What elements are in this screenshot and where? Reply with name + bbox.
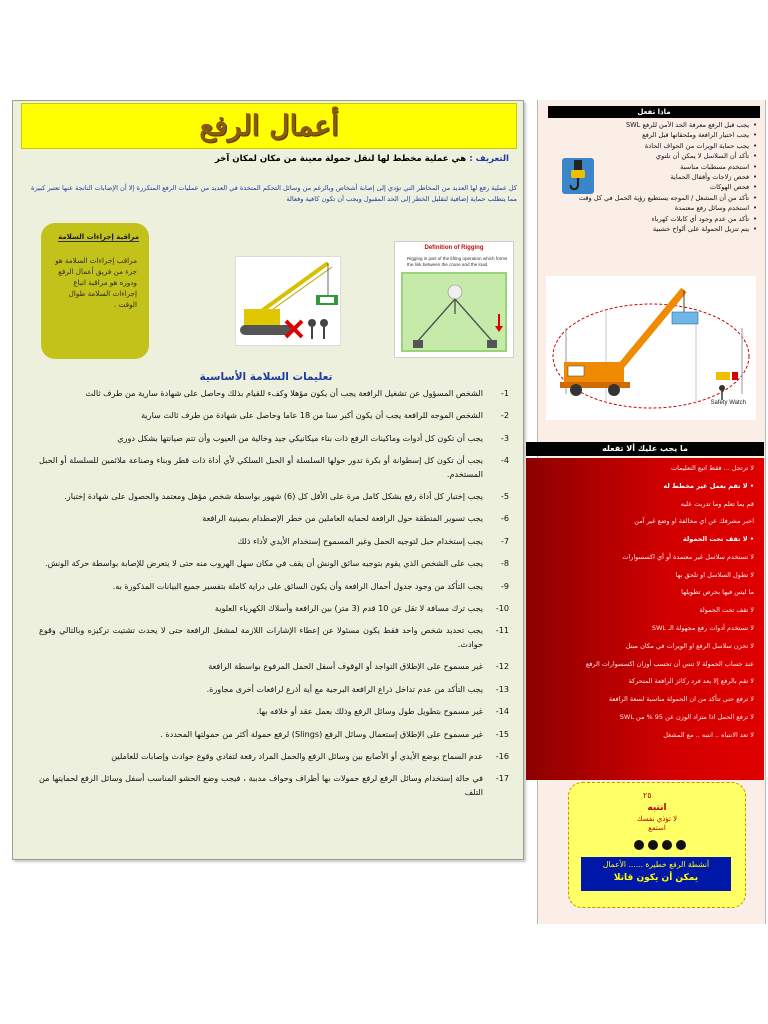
rule-text: يجب التأكد من عدم تداخل ذراع الرافعة البرجية مع أية أذرع لرافعات أخرى مجاورة. [206,683,483,694]
rule-number: 4- [500,455,509,466]
safety-monitor-body: مراقب إجراءات السلامة هو جزء من فريق أعمال الرفع ودوره هو مراقبة اتباع إجراءات السلامة طوال الوقت . [55,256,137,309]
rule-text: يجب على الشخص الذي يقوم بتوجيه سائق الونش أن يقف في مكان سهل الهروب منه حتى لا يتعرض للإصابة بواسطة حركة الونش. [45,558,483,569]
dont-item: قم بما تعلم وما تدربت عليه [680,499,754,508]
rule-item [39,432,509,445]
do-list-header: ماذا تفعل [548,106,760,118]
page-title: أعمال الرفع [199,109,339,142]
safety-rules-list [39,387,509,808]
rule-text: يجب إختبار كل أداة رفع بشكل كامل مرة على الأقل كل (6) شهور بواسطة شخص مؤهل ومعتمد والحصول على شهادة إختبار. [64,491,483,502]
rule-text: غير مسموح بتطويل طول وسائل الرفع وذلك بعمل عقد أو خلافه بها. [256,706,483,717]
rule-text: يجب ترك مسافة لا تقل عن 10 قدم (3 متر) بين الرافعة وأسلاك الكهرباء العلوية [214,603,483,614]
rule-item [39,750,509,763]
rigging-figure-subtitle: Rigging is part of the lifting operation which forms the link between the crane and the load [407,256,508,267]
crane-hook-icon [562,158,594,194]
do-item: • استخدم مسطبات مناسبة [547,162,757,172]
rigging-definition-figure [394,241,514,358]
rule-item [39,512,509,525]
mobile-crane-site-diagram [546,276,756,420]
rule-item [39,602,509,615]
rule-text: يجب تحديد شخص واحد فقط يكون مسئولا عن إعطاء الإشارات اللازمة لمشغل الرافعة حتى لا يحدث تشتيت تركيزه وبالتالي وقوع حوادث. [39,625,483,649]
dont-item: لا ترتجل ... فقط اتبع التعليمات [670,464,754,472]
rule-number: 2- [500,410,509,421]
rule-item [39,557,509,570]
intro-paragraph: كل عملية رفع لها العديد من المخاطر التي تؤدي إلى إصابة أشخاص وبالرغم من وسائل التحكم المتخذة في العديد من عمليات الرفع المتكررة إلا أن الإصابات الناتجة عنها تعتبر كبيرة مما يتطلب حماية إضافية لتقليل الخطر إلى الحد المقبول ويجب أن تكون كافية وفعالة [31,184,517,203]
warning-line-1: أنشطة الرفع خطيرة ...... الأعمال [602,860,710,869]
rule-item [39,409,509,422]
rule-text: يجب تسوير المنطقة حول الرافعة لحماية العاملين من خطر الإصطدام بصينية الرافعة [202,513,483,524]
do-item: • يتم تنزيل الحمولة على ألواح خشبية [547,224,757,234]
main-panel [12,100,524,860]
right-column [537,100,766,924]
rule-number: 3- [500,432,509,443]
dont-item: • لا تقف تحت الحمولة [534,535,754,545]
rule-text: الشخص المسؤول عن تشغيل الرافعة يجب أن يكون مؤهلا وكفء للقيام بذلك وحاصل على شهادة سارية من طرف ثالث [85,388,483,398]
do-item: • يجب اختيار الرافعة وملحقاتها قبل الرفع [547,130,757,140]
rule-number: 11- [495,625,509,636]
do-item: • يجب قبل الرفع معرفة الحد الآمن للرفع SWL [547,120,757,130]
dont-list [526,458,764,740]
definition-line [39,153,509,166]
do-item: • فحص الهوكات [547,182,757,192]
rule-number: 9- [500,580,509,591]
rule-number: 13- [495,683,509,694]
warning-banner [581,857,731,891]
rule-item [39,728,509,741]
rule-item [39,683,509,696]
rule-item [39,535,509,548]
rule-text: عدم السماح بوضع الأيدي أو الأصابع بين وسائل الرفع والحمل المراد رفعة لتفادي وقوع حوادث وإصابات للعاملين [111,750,483,761]
dont-item: لا تقف تحت الحمولة [699,606,754,615]
crawler-crane-illustration [235,256,341,346]
dont-item: لا تقم بالرفع إلا بعد فرد ركائز الرافعة المتحركة [628,677,754,686]
rule-text: الشخص الموجه للرافعة يجب أن يكون أكبر سنا من 18 عاما وحاصل على شهادة من طرف ثالث سارية [141,410,483,421]
rule-item [39,490,509,503]
do-item: • يجب حماية الويرات من الحواف الحادة [547,141,757,151]
rule-number: 17- [495,773,509,784]
dont-item: لا تطول السلاسل او تلحق بها [675,570,754,579]
rule-number: 16- [495,750,509,761]
rule-text: يجب إستخدام حبل لتوجيه الحمل وغير المسموح إستخدام الأيدي لأداء ذلك [237,535,483,546]
rule-number: 10- [495,603,509,614]
rule-text: يجب أن تكون كل إسطوانة أو بكرة تدور حولها السلسلة أو الحبل السلكي لأي أداة ذات قطر وبناء وصناعة ملائمين للسلسلة أو الحبل المستخدم. [39,455,483,479]
do-item: • فحص زلاجات وأقفال الحماية [547,172,757,182]
rule-text: يجب التأكد من وجود جدول أحمال الرافعة وأن يكون السائق على دراية كاملة بتفسير جميع البيانات المذكورة به. [112,580,483,591]
definition-label: التعريف : [469,154,509,164]
dont-item: عند حساب الحمولة لا تنس أن تحسب أوزان اكسسوارات الرفع [585,659,754,668]
warning-number: ٢٥ [643,791,652,800]
warning-sub-line2: استمع [648,824,666,832]
warning-box [568,782,746,908]
warning-title: انتبه [647,803,667,813]
safety-monitor-title: مراقبة إجراءات السلامة [58,233,139,241]
rule-item [39,705,509,718]
rule-number: 12- [495,661,509,672]
rule-number: 1- [500,388,509,398]
dont-item: لا تستخدم سلاسل غير معتمدة أو أي اكسسوارات [622,552,754,561]
rule-number: 5- [500,491,509,502]
rule-number: 6- [500,513,509,524]
warning-figures-icon [631,837,687,851]
rule-item [39,387,509,400]
dont-list-header: ما يجب عليك ألا تفعله [526,442,764,456]
safety-watch-label: Safety Watch [710,400,746,406]
dont-list-box [526,458,764,780]
rule-number: 15- [495,728,509,739]
definition-text: هي عملية مخطط لها لنقل حمولة معينة من مكان لمكان آخر [214,154,467,164]
safety-instructions-heading: تعليمات السلامة الأساسية [199,371,333,383]
rule-item [39,624,509,651]
rule-item [39,660,509,673]
rule-item [39,772,509,799]
rule-text: يجب أن تكون كل أدوات وماكينات الرفع ذات بناء ميكانيكي جيد وخالية من العيوب وأن تتم صيانتها بشكل دوري [117,432,483,443]
rule-item [39,580,509,593]
warning-subtitle [569,815,745,833]
dont-item: لا ترفع الحمل اذا متزاد الوزن عن 95 % من SWL [619,712,754,721]
do-item: • تأكد أن السلاسل لا يمكن أن تلتوي [547,151,757,161]
rule-number: 7- [500,535,509,546]
rule-item [39,454,509,481]
rule-text: غير مسموح على الإطلاق التواجد أو الوقوف أسفل الحمل المرفوع بواسطة الرافعة [208,661,483,672]
dont-item: لا ترفع حتى تتأكد من ان الحمولة مناسبة لسعة الرافعة [608,695,754,704]
dont-item: • لا تقم بعمل غير مخطط له [534,482,754,492]
dont-item: ما ليس فيها بحرص تطويلها [681,588,754,597]
rule-text: في حالة إستخدام وسائل الرفع لرفع حمولات بها أطراف وحواف مدببة ، فيجب وضع الحشو المناسب أسفل وسائل الرفع لحمايتها من التلف [39,773,483,797]
dont-item: اخبر مشرفك عن اي مخالفة او وضع غير آمن [634,517,754,526]
do-item: • استخدم وسائل رفع معتمدة [547,203,757,213]
warning-sub-line1: لا تؤذي نفسك [636,815,678,823]
dont-item: لا تستخدم أدوات رفع مجهولة الـ SWL [651,624,754,633]
safety-monitor-box [41,223,149,359]
dont-item: لا تعد الانتباه .. انتبه .. مع المشغل [663,730,754,739]
title-banner [21,103,517,149]
do-item: • تأكد من أن المشغل / الموجه يستطيع رؤية الحمل في كل وقت [547,193,757,203]
rigging-figure-title: Definition of Rigging [424,245,484,251]
rule-number: 14- [495,706,509,717]
warning-line-2: يمكن أن يكون قاتلا [613,873,699,883]
do-item: • تأكد من عدم وجود أي كابلات كهرباء [547,214,757,224]
dont-item: لا تخزن سلاسل الرفع او الويرات في مكان مبتل [625,641,754,650]
rule-number: 8- [500,558,509,569]
rule-text: غير مسموح على الإطلاق إستعمال وسائل الرفع (Slings) لرفع حمولة أكثر من حمولتها المحددة . [160,728,483,739]
